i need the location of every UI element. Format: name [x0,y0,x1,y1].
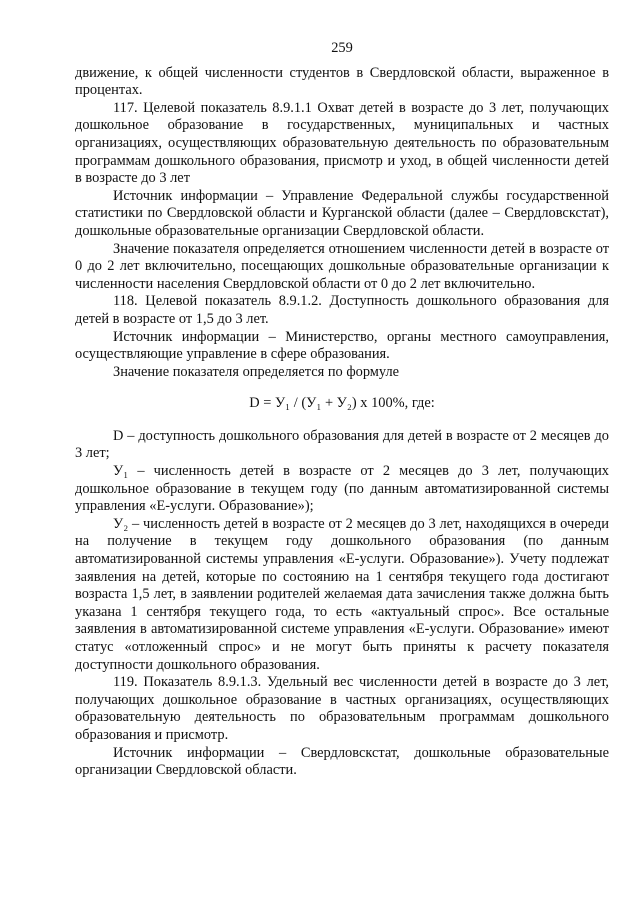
definition-u1: У₁ – численность детей в возрасте от 2 месяцев до 3 лет, получающих дошкольное образование в текущем году (по данным автоматизированной системы управления «Е-услуги. Образование»); [75,463,609,515]
definition-u2: У₂ – численность детей в возрасте от 2 месяцев до 3 лет, находящихся в очереди на получение в текущем году дошкольного образования (по данным автоматизированной системы управления «Е-услуги. Образование»). Учету подлежат заявления на детей, которые по состоянию на 1 сентября текущего года достигают возраста 1,5 лет, в заявлении родителей желаемая дата зачисления также должна быть указана 1 сентября текущего года, то есть «актуальный спрос». Все остальные заявления в автоматизированной системе управления «Е-услуги. Образование» имеют статус «отложенный спрос» и не могут быть приняты к расчету показателя доступности дошкольного образования. [75,515,609,673]
paragraph-117-indicator: 117. Целевой показатель 8.9.1.1 Охват детей в возрасте до 3 лет, получающих дошкольное образование в государственных, муниципальных и частных организациях, осуществляющих образовательную деятельность по образовательным программам дошкольного образования, присмотр и уход, в общей численности детей в возрасте до 3 лет [75,99,609,187]
paragraph-119-source: Источник информации – Свердловскстат, дошкольные образовательные организации Свердловской области. [75,744,609,779]
formula: D = У₁ / (У₁ + У₂) x 100%, где: [249,395,435,412]
paragraph-118-method: Значение показателя определяется по формуле [113,363,400,380]
paragraph-continuation: движение, к общей численности студентов в Свердловской области, выраженное в процентах. [75,64,609,99]
paragraph-117-source: Источник информации – Управление Федеральной службы государственной статистики по Свердловской области и Курганской области (далее – Свердловскстат), дошкольные образовательные организации Свердловской области. [75,187,609,239]
paragraph-118-indicator: 118. Целевой показатель 8.9.1.2. Доступность дошкольного образования для детей в возрасте от 1,5 до 3 лет. [75,293,609,327]
paragraph-119-indicator: 119. Показатель 8.9.1.3. Удельный вес численности детей в возрасте до 3 лет, получающих дошкольное образование в частных организациях, осуществляющих образовательную деятельность по образовательным программам дошкольного образования и присмотр. [75,674,609,743]
definition-d: D – доступность дошкольного образования для детей в возрасте от 2 месяцев до 3 лет; [75,427,609,462]
page-number: 259 [331,40,353,56]
paragraph-117-method: Значение показателя определяется отношением численности детей в возрасте от 0 до 2 лет включительно, посещающих дошкольные образовательные организации к численности населения Свердловской области от 0 до 2 лет включительно. [75,240,609,292]
paragraph-118-source: Источник информации – Министерство, органы местного самоуправления, осуществляющие управление в сфере образования. [75,328,609,363]
